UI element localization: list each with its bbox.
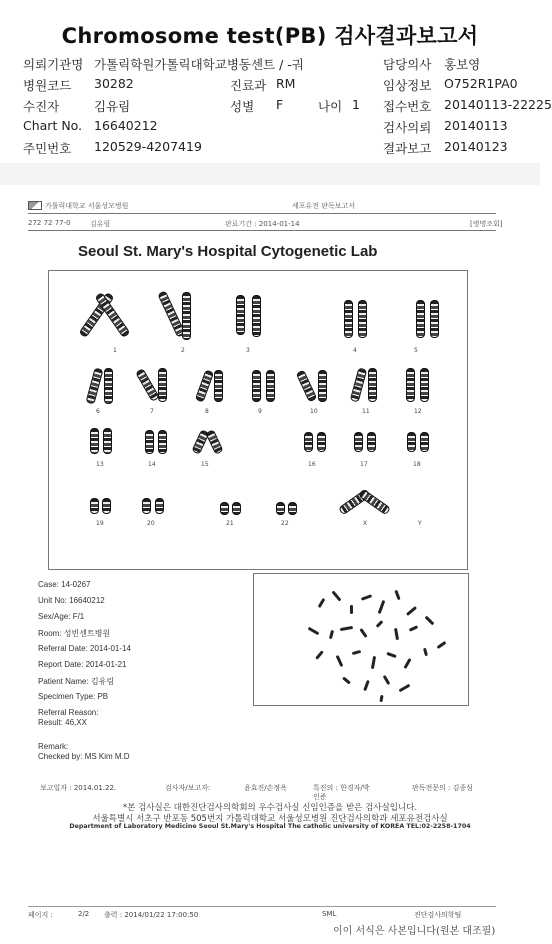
chromosome-label: 12 [414,408,422,415]
chromosome-label: 10 [310,408,318,415]
label-age: 나이 [318,99,343,114]
value-chart-no: 16640212 [94,118,158,133]
chromosome-18b [420,432,429,452]
chromosome-label: 7 [150,408,154,415]
divider [28,230,496,231]
chromosome-label: 15 [201,461,209,468]
divider [28,906,496,907]
label-patient: 수진자 [23,99,60,114]
tester-names: 윤효진/손정옥 [244,784,287,792]
metaphase-chromosome [350,605,353,614]
report-period: 판료기간 : 2014-01-14 [225,220,300,228]
chromosome-19b [102,498,111,514]
chromosome-label: 8 [205,408,209,415]
referral-date: Referral Date: 2014-01-14 [38,644,131,653]
chromosome-label: 21 [226,520,234,527]
value-institution: 가톨릭학원가톨릭대학교병동센트 / -궈 [94,57,304,72]
lab-title: Seoul St. Mary's Hospital Cytogenetic Lab [78,243,378,260]
chromosome-17b [367,432,376,452]
label-resident-no: 주민번호 [23,141,72,156]
copy-notice: 이이 서식은 사본입니다(원본 대조필) [333,926,496,937]
chromosome-10b [318,370,327,402]
chromosome-label: 1 [113,347,117,354]
hospital-name-small: 가톨릭대학교 서울성모병원 [45,202,129,210]
hospital-logo [28,201,42,210]
label-hospital-code: 병원코드 [23,78,72,93]
chromosome-19a [90,498,99,514]
checked-by: Checked by: MS Kim M.D [38,752,130,761]
page-number: 2/2 [78,910,90,918]
report-patient-name: 김유림 [90,220,111,228]
chromosome-13a [90,428,99,454]
label-sex: 성별 [230,99,255,114]
value-report-date: 20140123 [444,139,508,154]
referral-reason: Referral Reason: [38,708,99,717]
department-line: Department of Laboratory Medicine Seoul St.Mary's Hospital The catholic university of KOREA TEL:02-2258-1704 [69,823,471,830]
room: Room: 성빈센트병원 [38,629,111,638]
label-institution: 의뢰기관명 [23,57,84,72]
certification-note: *본 검사실은 대한진단검사의학회의 우수검사실 신임인증을 받은 검사실입니다. [122,803,418,813]
department-small: 진단검사의학팀 [414,911,462,919]
chromosome-7b [158,368,167,402]
label-request-date: 검사의뢰 [383,120,432,135]
chromosome-17a [354,432,363,452]
chromosome-label: 17 [360,461,368,468]
interpreting-physician: 판독전문의 : 김종심 [412,784,473,792]
chromosome-21b [232,502,241,515]
chromosome-13b [103,428,112,454]
chromosome-12a [406,368,415,402]
chromosome-9b [266,370,275,402]
value-sex: F [276,97,284,112]
chromosome-label: 3 [246,347,250,354]
chromosome-20b [155,498,164,514]
chromosome-label: X [363,520,368,527]
chromosome-label: 16 [308,461,316,468]
chromosome-label: 9 [258,408,262,415]
specimen-type: Specimen Type: PB [38,692,109,701]
report-right-tag: [병명조회] [470,220,503,228]
tester-label: 검사자/보고자: [165,784,211,792]
chromosome-4b [358,300,367,338]
chromosome-9a [252,370,261,402]
chromosome-label: Y [418,520,422,527]
chromosome-label: 5 [414,347,418,354]
value-resident-no: 120529-4207419 [94,139,202,154]
unit-number: Unit No: 16640212 [38,596,105,605]
chromosome-5a [416,300,425,338]
chromosome-label: 19 [96,520,104,527]
chromosome-label: 4 [353,347,357,354]
value-patient: 김유림 [94,99,131,114]
label-report-date: 결과보고 [383,141,432,156]
chromosome-22a [276,502,285,515]
case-number: Case: 14-0267 [38,580,91,589]
value-request-date: 20140113 [444,118,508,133]
chromosome-label: 13 [96,461,104,468]
chromosome-2b [182,292,191,340]
chromosome-label: 11 [362,408,370,415]
chromosome-6b [104,368,113,404]
label-department: 진료과 [230,78,267,93]
chromosome-label: 20 [147,520,155,527]
chromosome-label: 2 [181,347,185,354]
chromosome-4a [344,300,353,338]
sex-age: Sex/Age: F/1 [38,612,85,621]
value-department: RM [276,76,296,91]
report-code: 272 72 77-0 [28,219,71,227]
label-receipt-no: 접수번호 [383,99,432,114]
chromosome-20a [142,498,151,514]
chromosome-label: 6 [96,408,100,415]
value-age: 1 [352,97,360,112]
chromosome-3a [236,295,245,335]
chromosome-22b [288,502,297,515]
chromosome-8b [214,370,223,402]
remark: Remark: [38,742,69,751]
value-doctor: 홍보영 [444,57,481,72]
chromosome-11b [368,368,377,402]
chromosome-5b [430,300,439,338]
chromosome-16a [304,432,313,452]
chromosome-21a [220,502,229,515]
chromosome-14b [158,430,167,454]
chromosome-3b [252,295,261,337]
specialist-b: 인준 [313,793,327,801]
lab-address: 서울특별시 서초구 반포동 505번지 가톨릭대학교 서울성모병원 진단검사의학과 세포유전검사실 [92,814,448,824]
label-clinical-info: 임상정보 [383,78,432,93]
report-type: 세포유전 판독보고서 [292,202,356,210]
page-label: 페이지 : [28,911,53,919]
metaphase-image [253,573,469,706]
page-title: Chromosome test(PB) 검사결과보고서 [61,24,479,48]
divider [28,213,496,214]
label-chart-no: Chart No. [23,118,83,133]
chromosome-label: 14 [148,461,156,468]
chromosome-16b [317,432,326,452]
sml-mark: SML [322,910,337,918]
specialist: 특진의 : 한경자/박 [313,784,370,792]
separator-band [0,163,540,185]
chromosome-14a [145,430,154,454]
result: Result: 46,XX [38,718,87,727]
value-clinical-info: O752R1PA0 [444,76,518,91]
chromosome-12b [420,368,429,402]
label-doctor: 담당의사 [383,57,432,72]
report-date: Report Date: 2014-01-21 [38,660,127,669]
chromosome-label: 22 [281,520,289,527]
report-issue-date: 보고일자 : 2014.01.22. [40,784,117,792]
value-hospital-code: 30282 [94,76,134,91]
chromosome-label: 18 [413,461,421,468]
value-receipt-no: 20140113-22225 [444,97,552,112]
patient-name: Patient Name: 김유림 [38,677,115,686]
chromosome-18a [407,432,416,452]
print-timestamp: 출력 : 2014/01/22 17:00:50 [104,911,199,919]
